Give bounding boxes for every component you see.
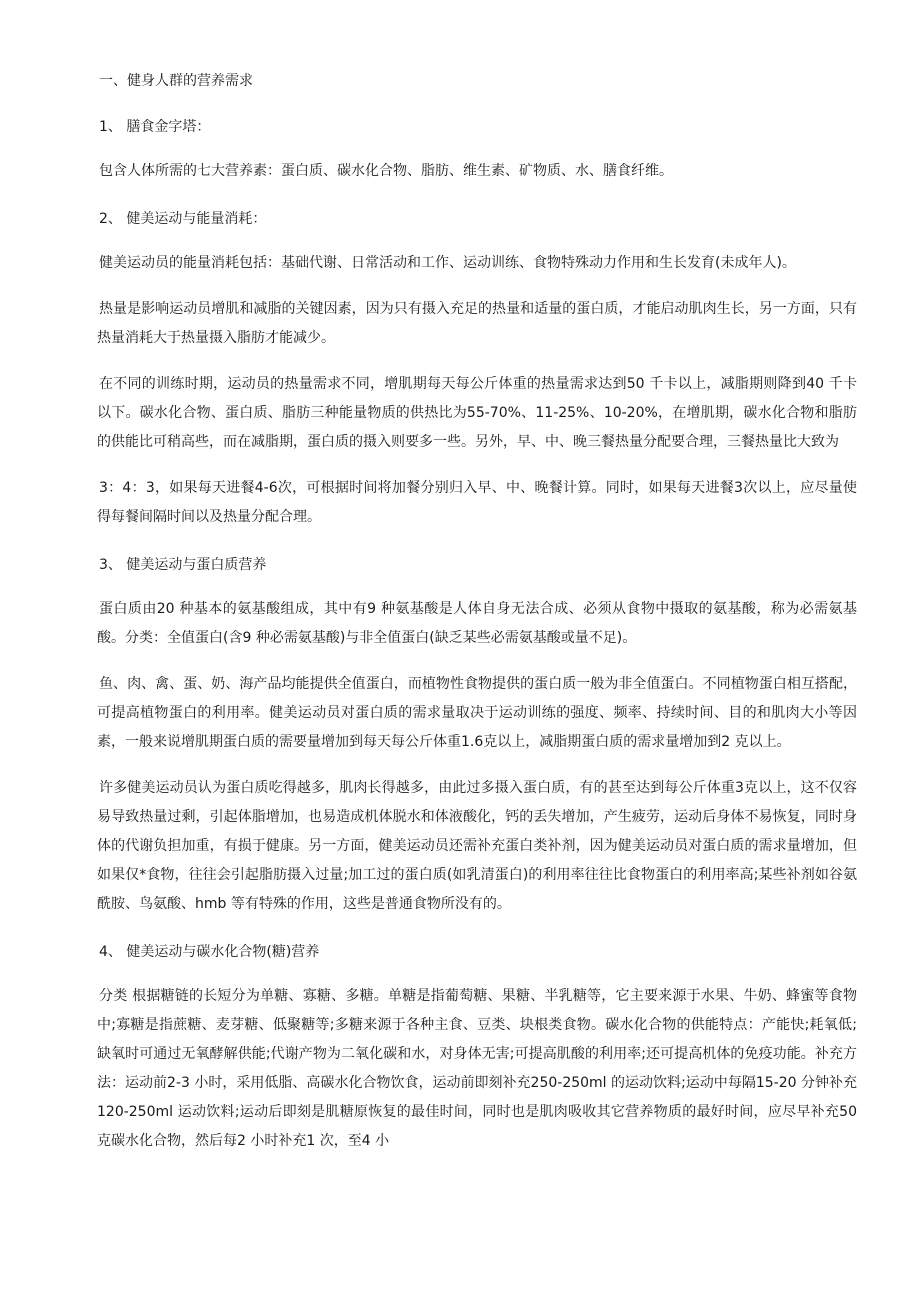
paragraph-amino-acids: 蛋白质由20 种基本的氨基酸组成，其中有9 种氨基酸是人体自身无法合成、必须从食物中摄取的氨基酸，称为必需氨基酸。分类：全值蛋白(含9 种必需氨基酸)与非全值蛋白(缺乏某些必需氨基酸或量不足)。 (97, 601, 857, 646)
paragraph-meal-ratio: 3：4：3，如果每天进餐4-6次，可根据时间将加餐分别归入早、中、晚餐计算。同时，如果每天进餐3次以上，应尽量使得每餐间隔时间以及热量分配合理。 (97, 480, 857, 525)
paragraph-calorie-requirements: 在不同的训练时期，运动员的热量需求不同，增肌期每天每公斤体重的热量需求达到50 千卡以上，减脂期则降到40 千卡以下。碳水化合物、蛋白质、脂肪三种能量物质的供热比为55-70%、11-25%、10-20%，在增肌期，碳水化合物和脂肪的供能比可稍高些，而在减脂期，蛋白质的摄入则要多一些。另外，早、中、晚三餐热量分配要合理，三餐热量比大致为 (97, 376, 857, 450)
paragraph-energy-components: 健美运动员的能量消耗包括：基础代谢、日常活动和工作、运动训练、食物特殊动力作用和生长发育(未成年人)。 (99, 255, 796, 271)
paragraph-carbohydrate-types: 分类 根据糖链的长短分为单糖、寡糖、多糖。单糖是指葡萄糖、果糖、半乳糖等，它主要来源于水果、牛奶、蜂蜜等食物中;寡糖是指蔗糖、麦芽糖、低聚糖等;多糖来源于各种主食、豆类、块根类食物。碳水化合物的供能特点：产能快;耗氧低;缺氧时可通过无氧酵解供能;代谢产物为二氧化碳和水，对身体无害;可提高肌酸的利用率;还可提高机体的免疫功能。补充方法：运动前2-3 小时，采用低脂、高碳水化合物饮食，运动前即刻补充250-250ml 的运动饮料;运动中每隔15-20 分钟补充120-250ml 运动饮料;运动后即刻是肌糖原恢复的最佳时间，同时也是肌肉吸收其它营养物质的最好时间，应尽早补充50 克碳水化合物，然后每2 小时补充1 次，至4 小 (97, 988, 857, 1149)
subsection-title-protein: 3、 健美运动与蛋白质营养 (99, 557, 267, 573)
paragraph-protein-sources: 鱼、肉、禽、蛋、奶、海产品均能提供全值蛋白，而植物性食物提供的蛋白质一般为非全值蛋白。不同植物蛋白相互搭配，可提高植物蛋白的利用率。健美运动员对蛋白质的需求量取决于运动训练的强度、频率、持续时间、目的和肌肉大小等因素，一般来说增肌期蛋白质的需要量增加到每天每公斤体重1.6克以上，减脂期蛋白质的需求量增加到2 克以上。 (97, 676, 857, 750)
paragraph-protein-excess: 许多健美运动员认为蛋白质吃得越多，肌肉长得越多，由此过多摄入蛋白质，有的甚至达到每公斤体重3克以上，这不仅容易导致热量过剩，引起体脂增加，也易造成机体脱水和体液酸化，钙的丢失增加，产生疲劳，运动后身体不易恢复，同时身体的代谢负担加重，有损于健康。另一方面，健美运动员还需补充蛋白类补剂，因为健美运动员对蛋白质的需求量增加，但如果仅*食物，往往会引起脂肪摄入过量;加工过的蛋白质(如乳清蛋白)的利用率往往比食物蛋白的利用率高;某些补剂如谷氨酰胺、鸟氨酸、hmb 等有特殊的作用，这些是普通食物所没有的。 (97, 780, 857, 912)
paragraph-calorie-importance: 热量是影响运动员增肌和减脂的关键因素，因为只有摄入充足的热量和适量的蛋白质，才能启动肌肉生长，另一方面，只有热量消耗大于热量摄入脂肪才能减少。 (97, 301, 857, 346)
section-title-nutrition-needs: 一、健身人群的营养需求 (99, 73, 253, 89)
document-body (97, 65, 857, 1173)
subsection-title-energy-consumption: 2、 健美运动与能量消耗： (99, 211, 267, 227)
paragraph-seven-nutrients: 包含人体所需的七大营养素：蛋白质、碳水化合物、脂肪、维生素、矿物质、水、膳食纤维。 (99, 163, 673, 179)
subsection-title-food-pyramid: 1、 膳食金字塔： (99, 119, 211, 135)
subsection-title-carbohydrates: 4、 健美运动与碳水化合物(糖)营养 (99, 944, 320, 960)
